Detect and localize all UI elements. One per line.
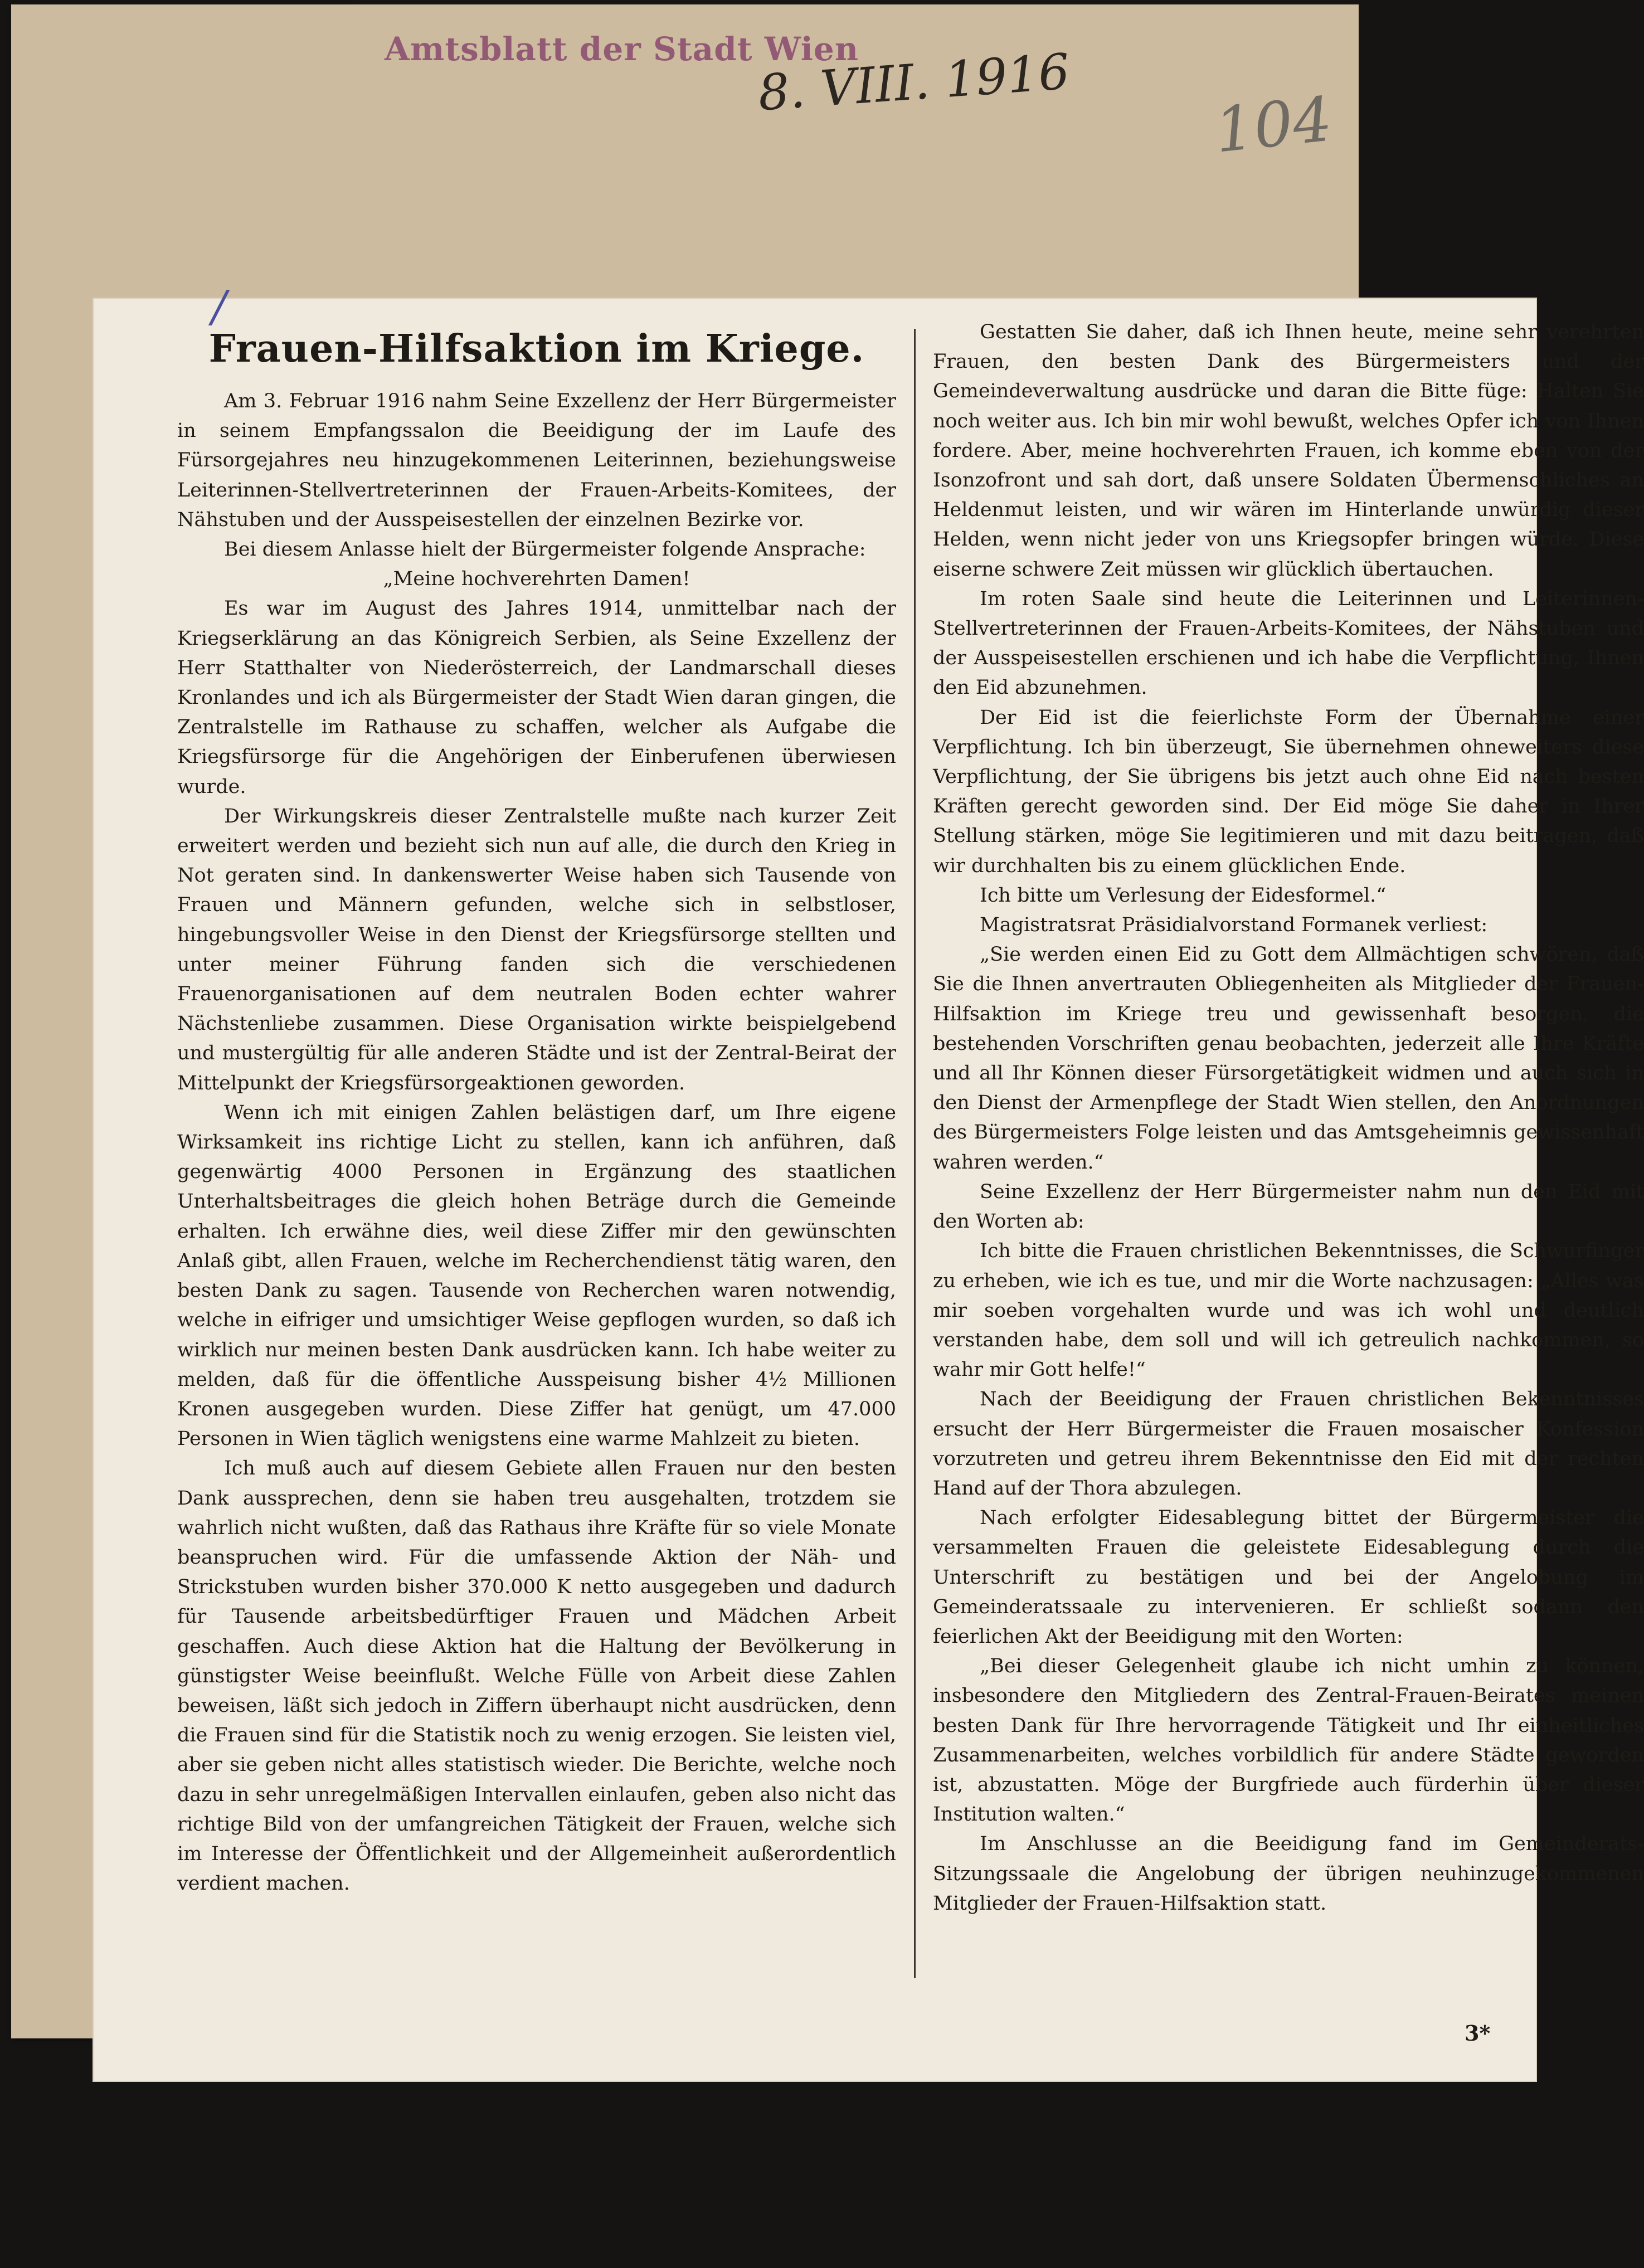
paragraph: Ich muß auch auf diesem Gebiete allen Frauen nur den besten Dank aussprechen, denn sie haben treu ausgehalten, trotzdem sie wahrlich nicht wußten, daß das Rathaus ihre Kräfte für so viele Monate beanspruchen wird. Für die umfassende Aktion der Näh- und Strickstuben wurden bisher 370.000 K netto ausgegeben und dadurch für Tausende arbeitsbedürftiger Frauen und Mädchen Arbeit geschaffen. Auch diese Aktion hat die Haltung der Bevölkerung in günstigster Weise beeinflußt. Welche Fülle von Arbeit diese Zahlen beweisen, läßt sich jedoch in Ziffern überhaupt nicht ausdrücken, denn die Frauen sind für die Statistik noch zu wenig erzogen. Sie leisten viel, aber sie geben nicht alles statistisch wieder. Die Berichte, welche noch dazu in sehr unregelmäßigen Intervallen einlaufen, geben also nicht das richtige Bild von der umfangreichen Tätigkeit der Frauen, welche sich im Interesse der Öffentlichkeit und der Allgemeinheit außerordentlich verdient machen. bbox=[177, 1457, 896, 1895]
paragraph: Im Anschlusse an die Beeidigung fand im Gemeinderats-Sitzungssaale die Angelobung der übrigen neuhinzugekommenen Mitglieder der Frauen-Hilfsaktion statt. bbox=[933, 1833, 1644, 1915]
paragraph: Bei diesem Anlasse hielt der Bürgermeister folgende Ansprache: bbox=[224, 538, 866, 561]
pencil-mark: / bbox=[212, 282, 227, 332]
newspaper-clipping bbox=[94, 299, 1644, 2081]
column-divider bbox=[914, 329, 916, 1978]
paragraph: Nach der Beeidigung der Frauen christlichen Bekenntnisses ersucht der Herr Bürgermeister die Frauen mosaischer Konfession vorzutreten und getreu ihrem Bekenntnisse den Eid mit der rechten Hand auf der Thora abzulegen. bbox=[933, 1388, 1644, 1500]
paragraph: Am 3. Februar 1916 nahm Seine Exzellenz der Herr Bürgermeister in seinem Empfangssalon die Beeidigung der im Laufe des Fürsorgejahres neu hinzugekommenen Leiterinnen, beziehungsweise Leiterinnen-Stellvertreterinnen der Frauen-Arbeits-Komitees, der Nähstuben und der Ausspeisestellen der einzelnen Bezirke vor. bbox=[177, 390, 896, 531]
paragraph: Es war im August des Jahres 1914, unmittelbar nach der Kriegserklärung an das Königreich Serbien, als Seine Exzellenz der Herr Statthalter von Niederösterreich, der Landmarschall dieses Kronlandes und ich als Bürgermeister der Stadt Wien daran gingen, die Zentralstelle im Rathause zu schaffen, welcher als Aufgabe die Kriegsfürsorge für die Angehörigen der Einberufenen überwiesen wurde. bbox=[177, 597, 896, 798]
paragraph: Gestatten Sie daher, daß ich Ihnen heute, meine sehr verehrten Frauen, den besten Dank des Bürgermeisters und der Gemeindeverwaltung ausdrücke und daran die Bitte füge: Halten Sie noch weiter aus. Ich bin mir wohl bewußt, welches Opfer ich von Ihnen fordere. Aber, meine hochverehrten Frauen, ich komme eben von der Isonzofront und sah dort, daß unsere Soldaten Übermenschliches an Heldenmut leisten, und wir wären im Hinterlande unwürdig dieser Helden, wenn nicht jeder von uns Kriegsopfer bringen würde. Diese eiserne schwere Zeit müssen wir glücklich übertauchen. bbox=[933, 321, 1644, 581]
article-title: Frauen-Hilfsaktion im Kriege. bbox=[208, 327, 865, 371]
paragraph: Seine Exzellenz der Herr Bürgermeister nahm nun den Eid mit den Worten ab: bbox=[933, 1180, 1644, 1233]
paragraph-oath: „Sie werden einen Eid zu Gott dem Allmächtigen schwören, daß Sie die Ihnen anvertrauten Obliegenheiten als Mitglieder der Frauen-Hilfsaktion im Kriege treu und gewissenhaft besorgen, die bestehenden Vorschriften genau beobachten, jederzeit alle Ihre Kräfte und all Ihr Können dieser Fürsorgetätigkeit widmen und auch sich in den Dienst der Armenpflege der Stadt Wien stellen, den Anordnungen des Bürgermeisters Folge leisten und das Amtsgeheimnis gewissenhaft wahren werden.“ bbox=[933, 943, 1644, 1174]
paragraph: Der Wirkungskreis dieser Zentralstelle mußte nach kurzer Zeit erweitert werden und bezieht sich nun auf alle, die durch den Krieg in Not geraten sind. In dankenswerter Weise haben sich Tausende von Frauen und Männern gefunden, welche sich in selbstloser, hingebungsvoller Weise in den Dienst der Kriegsfürsorge stellten und unter meiner Führung fanden sich die verschiedenen Frauenorganisationen auf dem neutralen Boden echter wahrer Nächstenliebe zusammen. Diese Organisation wirkte beispielgebend und mustergültig für alle anderen Städte und ist der Zentral-Beirat der Mittelpunkt der Kriegsfürsorgeaktionen geworden. bbox=[177, 805, 896, 1094]
paragraph: Ich bitte die Frauen christlichen Bekenntnisses, die Schwurfinger zu erheben, wie ich es tue, und mir die Worte nachzusagen: „Alles was mir soeben vorgehalten wurde und was ich wohl und deutlich verstanden habe, dem soll und will ich getreulich nachkommen, so wahr mir Gott helfe!“ bbox=[933, 1240, 1644, 1381]
paragraph: Ich bitte um Verlesung der Eidesformel.“ bbox=[980, 884, 1387, 907]
paragraph: Im roten Saale sind heute die Leiterinnen und Leiterinnen-Stellvertreterinnen der Frauen-Arbeits-Komitees, der Nähstuben und der Ausspeisestellen erschienen und ich habe die Verpflichtung, Ihnen den Eid abzunehmen. bbox=[933, 587, 1644, 699]
paragraph: „Bei dieser Gelegenheit glaube ich nicht umhin zu können, insbesondere den Mitgliedern des Zentral-Frauen-Beirates meinen besten Dank für Ihre hervorragende Tätigkeit und Ihr einheitliches Zusammenarbeiten, welches vorbildlich für andere Städte geworden ist, abzustatten. Möge der Burgfriede auch fürderhin über dieser Institution walten.“ bbox=[933, 1655, 1644, 1826]
paragraph: Nach erfolgter Eidesablegung bittet der Bürgermeister die versammelten Frauen die geleistete Eidesablegung durch die Unterschrift zu bestätigen und bei der Angelobung im Gemeinderatssaale zu intervenieren. Er schließt sodann den feierlichen Akt der Beeidigung mit den Worten: bbox=[933, 1507, 1644, 1648]
archive-stamp: Amtsblatt der Stadt Wien bbox=[385, 30, 859, 68]
left-column bbox=[177, 327, 896, 1899]
paragraph-salutation: „Meine hochverehrten Damen! bbox=[383, 568, 690, 591]
paragraph: Magistratsrat Präsidialvorstand Formanek verliest: bbox=[980, 914, 1488, 937]
handwritten-date: 8. VIII. 1916 bbox=[756, 42, 1072, 122]
paragraph: Der Eid ist die feierlichste Form der Übernahme einer Verpflichtung. Ich bin überzeugt, Sie übernehmen ohneweiters diese Verpflichtung, der Sie übrigens bis jetzt auch ohne Eid nach besten Kräften gerecht geworden sind. Der Eid möge Sie daher in Ihrer Stellung stärken, möge Sie legitimieren und mit dazu beitragen, daß wir durchhalten bis zu einem glücklichen Ende. bbox=[933, 706, 1644, 877]
page-number: 3* bbox=[1465, 2021, 1491, 2046]
paragraph: Wenn ich mit einigen Zahlen belästigen darf, um Ihre eigene Wirksamkeit ins richtige Licht zu stellen, kann ich anführen, daß gegenwärtig 4000 Personen in Ergänzung des staatlichen Unterhaltsbeitrages die gleich hohen Beträge durch die Gemeinde erhalten. Ich erwähne dies, weil diese Ziffer mir den gewünschten Anlaß gibt, allen Frauen, welche im Recherchendienst tätig waren, den besten Dank zu sagen. Tausende von Recherchen waren notwendig, welche in eifriger und umsichtiger Weise gepflogen wurden, so daß ich wirklich nur meinen besten Dank ausdrücken kann. Ich habe weiter zu melden, daß für die öffentliche Ausspeisung bisher 4½ Millionen Kronen ausgegeben wurden. Diese Ziffer hat genügt, um 47.000 Personen in Wien täglich wenigstens eine warme Mahlzeit zu bieten. bbox=[177, 1101, 896, 1451]
handwritten-number: 104 bbox=[1211, 83, 1336, 167]
right-column bbox=[933, 318, 1644, 1919]
